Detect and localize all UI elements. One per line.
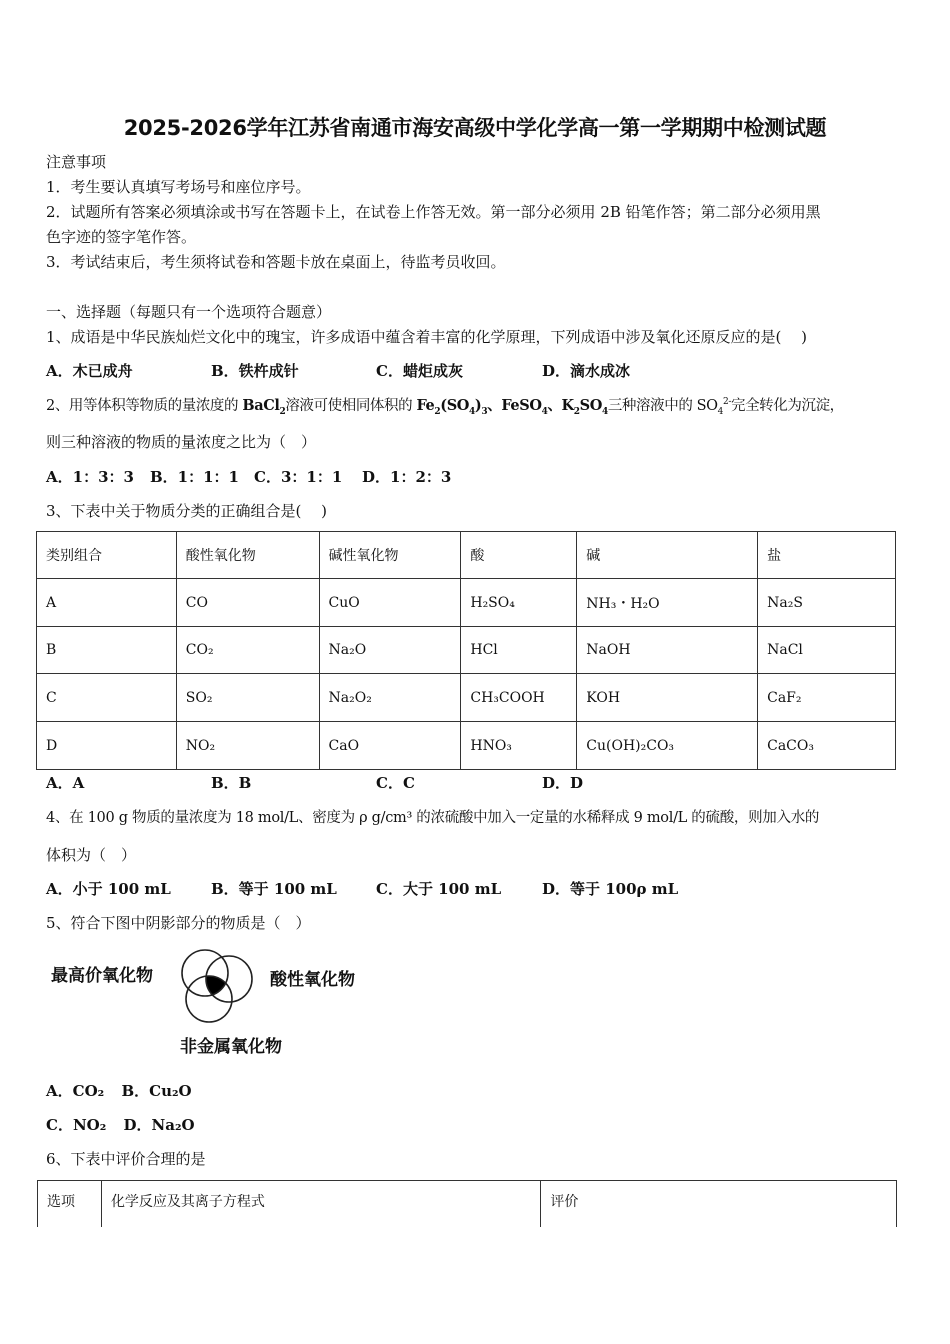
question-5-options-row2 (46, 1115, 195, 1135)
notice-item-3: 3．考试结束后，考生须将试卷和答题卡放在桌面上，待监考员收回。 (46, 253, 506, 271)
header-cell: 酸性氧化物 (176, 532, 319, 579)
notice-item-2-cont: 色字迹的签字笔作答。 (46, 228, 197, 246)
option-d[interactable]: D．等于 100ρ mL (542, 880, 679, 898)
page-title: 2025-2026学年江苏省南通市海安高级中学化学高一第一学期期中检测试题 (123, 116, 827, 140)
table-cell: HCl (461, 627, 577, 674)
venn-label-right: 酸性氧化物 (270, 970, 355, 990)
option-d[interactable]: D．D (542, 774, 584, 792)
table-cell: CaCO₃ (758, 722, 896, 770)
table-cell: CaF₂ (758, 674, 896, 722)
question-6-stem: 6、下表中评价合理的是 (46, 1150, 206, 1168)
evaluation-table (37, 1180, 897, 1227)
header-cell: 酸 (461, 532, 577, 579)
question-5-options-row1 (46, 1081, 192, 1101)
table-cell: NO₂ (176, 722, 319, 770)
header-cell: 类别组合 (37, 532, 177, 579)
header-cell: 碱 (577, 532, 758, 579)
table-cell: CO₂ (176, 627, 319, 674)
table-cell: CO (176, 579, 319, 627)
venn-circles-icon (175, 949, 265, 1029)
question-2-stem-line2: 则三种溶液的物质的量浓度之比为（ ） (46, 433, 317, 451)
option-d[interactable]: D．Na₂O (123, 1116, 195, 1134)
header-cell: 化学反应及其离子方程式 (101, 1181, 540, 1227)
question-4-stem-line2: 体积为（ ） (46, 846, 137, 864)
table-cell: NaOH (577, 627, 758, 674)
classification-table (36, 531, 896, 770)
table-cell: D (37, 722, 177, 770)
table-header-row (37, 532, 896, 579)
venn-label-bottom: 非金属氧化物 (180, 1037, 282, 1057)
question-4-stem: 4、在 100 g 物质的量浓度为 18 mol/L、密度为 ρ g/cm³ 的浓硫酸中加入一定量的水稀释成 9 mol/L 的硫酸，则加入水的 (46, 810, 820, 826)
table-cell: Na₂O₂ (319, 674, 461, 722)
option-b[interactable]: B．Cu₂O (121, 1082, 192, 1100)
table-cell: CaO (319, 722, 461, 770)
table-cell: Cu(OH)₂CO₃ (577, 722, 758, 770)
option-c[interactable]: C．3：1：1 (254, 468, 343, 486)
table-header-row (38, 1181, 897, 1227)
header-cell: 碱性氧化物 (319, 532, 461, 579)
table-cell: SO₂ (176, 674, 319, 722)
header-cell: 盐 (758, 532, 896, 579)
option-b[interactable]: B．B (211, 774, 252, 792)
table-cell: NH₃・H₂O (577, 579, 758, 627)
question-2-stem: 2、用等体积等物质的量浓度的 BaCl$_2$溶液可使相同体积的 $Fe_2(SO_4)_3$、FeSO$_4$、$K_2SO_4$三种溶液中的 $SO_4^{2-}$完全转化为沉淀， (46, 397, 844, 417)
option-b[interactable]: B．铁杵成针 (211, 362, 299, 380)
option-a[interactable]: A．1：3：3 (46, 468, 134, 486)
notice-heading: 注意事项 (46, 153, 107, 171)
table-row (37, 674, 896, 722)
venn-label-left: 最高价氧化物 (51, 966, 153, 986)
table-cell: NaCl (758, 627, 896, 674)
option-d[interactable]: D．滴水成冰 (542, 362, 631, 380)
table-cell: KOH (577, 674, 758, 722)
option-a[interactable]: A．CO₂ (46, 1082, 105, 1100)
table-cell: HNO₃ (461, 722, 577, 770)
question-3-stem: 3、下表中关于物质分类的正确组合是( ) (46, 502, 328, 520)
table-row (37, 579, 896, 627)
table-cell: Na₂S (758, 579, 896, 627)
question-5-stem: 5、符合下图中阴影部分的物质是（ ） (46, 914, 311, 932)
table-cell: C (37, 674, 177, 722)
option-b[interactable]: B．等于 100 mL (211, 880, 337, 898)
table-cell: CuO (319, 579, 461, 627)
table-cell: A (37, 579, 177, 627)
option-c[interactable]: C．蜡炬成灰 (376, 362, 463, 380)
question-1-stem: 1、成语是中华民族灿烂文化中的瑰宝，许多成语中蕴含着丰富的化学原理，下列成语中涉及氧化还原反应的是( ) (46, 328, 808, 346)
table-cell: B (37, 627, 177, 674)
table-cell: Na₂O (319, 627, 461, 674)
header-cell: 评价 (541, 1181, 897, 1227)
option-c[interactable]: C．NO₂ (46, 1116, 107, 1134)
table-cell: H₂SO₄ (461, 579, 577, 627)
table-row (37, 722, 896, 770)
section-heading: 一、选择题（每题只有一个选项符合题意） (46, 303, 332, 321)
table-row (37, 627, 896, 674)
notice-item-2: 2．试题所有答案必须填涂或书写在答题卡上，在试卷上作答无效。第一部分必须用 2B 铅笔作答；第二部分必须用黑 (46, 203, 821, 221)
venn-diagram (45, 945, 385, 1060)
option-c[interactable]: C．大于 100 mL (376, 880, 502, 898)
option-d[interactable]: D．1：2：3 (362, 468, 452, 486)
option-b[interactable]: B．1：1：1 (150, 468, 239, 486)
option-a[interactable]: A．木已成舟 (46, 362, 133, 380)
option-a[interactable]: A．A (46, 774, 85, 792)
option-c[interactable]: C．C (376, 774, 415, 792)
notice-item-1: 1．考生要认真填写考场号和座位序号。 (46, 178, 311, 196)
table-cell: CH₃COOH (461, 674, 577, 722)
header-cell: 选项 (38, 1181, 102, 1227)
option-a[interactable]: A．小于 100 mL (46, 880, 171, 898)
